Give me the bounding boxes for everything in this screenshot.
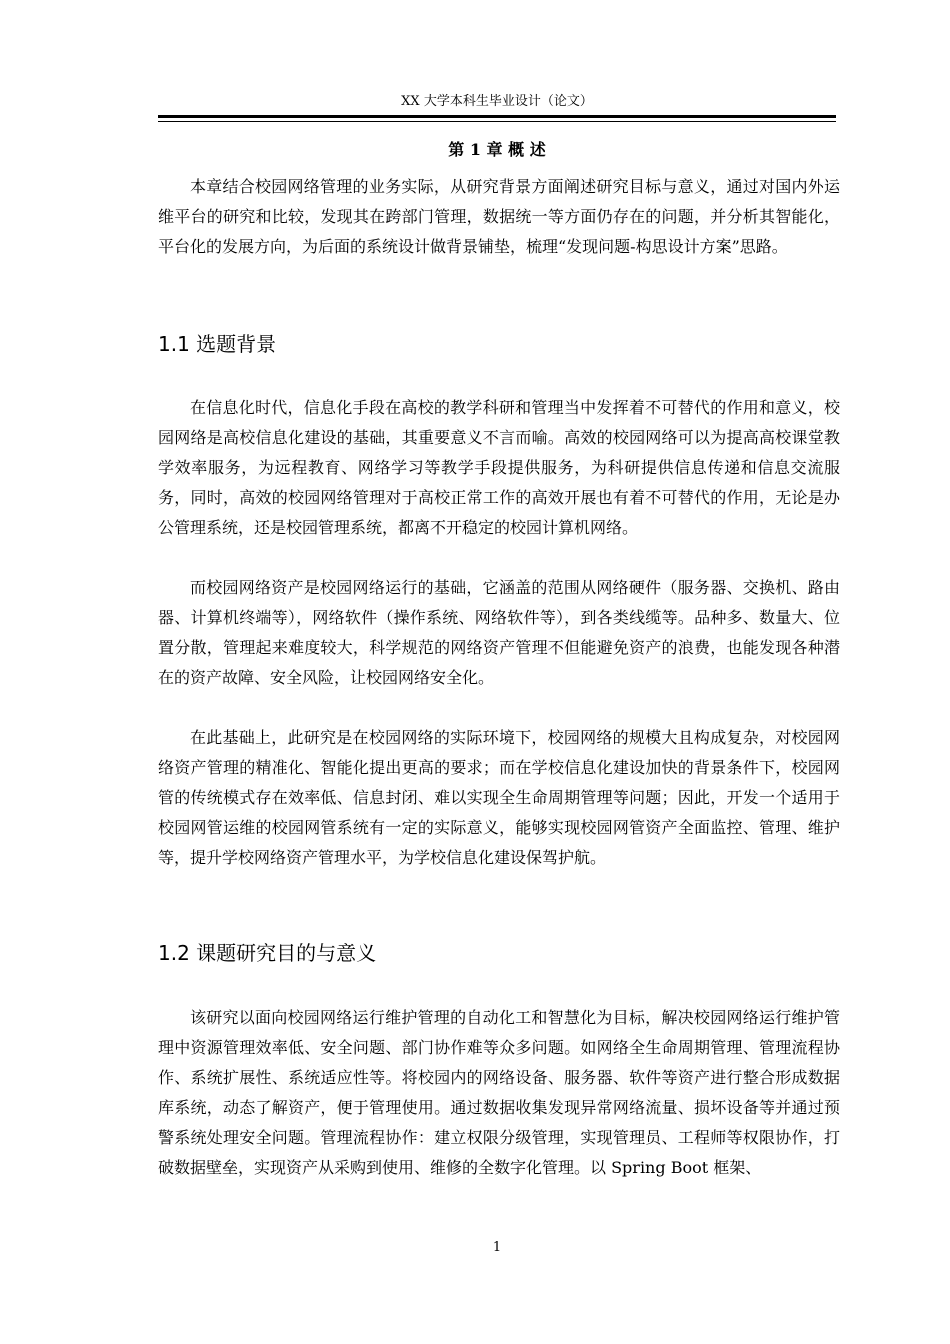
- chapter-title: 第 1 章 概 述: [448, 140, 546, 159]
- section-1-1-paragraph-2: 而校园网络资产是校园网络运行的基础，它涵盖的范围从网络硬件（服务器、交换机、路由器、计算机终端等），网络软件（操作系统、网络软件等），到各类线缆等。品种多、数量大、位置分散，管理起来难度较大，科学规范的网络资产管理不但能避免资产的浪费，也能发现各种潜在的资产故障、安全风险，让校园网络安全化。: [158, 578, 840, 687]
- page-header: XX 大学本科生毕业设计（论文）: [401, 94, 593, 109]
- section-heading-1-1: 1.1 选题背景: [158, 332, 277, 356]
- section-1-2-paragraph-1: 该研究以面向校园网络运行维护管理的自动化工和智慧化为目标，解决校园网络运行维护管理中资源管理效率低、安全问题、部门协作难等众多问题。如网络全生命周期管理、管理流程协作、系统扩展性、系统适应性等。将校园内的网络设备、服务器、软件等资产进行整合形成数据库系统，动态了解资产，便于管理使用。通过数据收集发现异常网络流量、损坏设备等并通过预警系统处理安全问题。管理流程协作：建立权限分级管理，实现管理员、工程师等权限协作，打破数据壁垒，实现资产从采购到使用、维修的全数字化管理。以 Spring Boot 框架、: [158, 1008, 840, 1177]
- section-1-1-paragraph-3: 在此基础上，此研究是在校园网络的实际环境下，校园网络的规模大且构成复杂，对校园网络资产管理的精准化、智能化提出更高的要求；而在学校信息化建设加快的背景条件下，校园网管的传统模式存在效率低、信息封闭、难以实现全生命周期管理等问题；因此，开发一个适用于校园网管运维的校园网管系统有一定的实际意义，能够实现校园网管资产全面监控、管理、维护等，提升学校网络资产管理水平，为学校信息化建设保驾护航。: [158, 728, 840, 867]
- section-1-1-paragraph-1: 在信息化时代，信息化手段在高校的教学科研和管理当中发挥着不可替代的作用和意义，校园网络是高校信息化建设的基础，其重要意义不言而喻。高效的校园网络可以为提高高校课堂教学效率服务，为远程教育、网络学习等教学手段提供服务，为科研提供信息传递和信息交流服务，同时，高效的校园网络管理对于高校正常工作的高效开展也有着不可替代的作用，无论是办公管理系统，还是校园管理系统，都离不开稳定的校园计算机网络。: [158, 398, 840, 537]
- page-number: 1: [492, 1240, 502, 1255]
- header-rule-thick: [158, 115, 836, 118]
- header-rule-thin: [158, 121, 836, 122]
- chapter-intro-paragraph: 本章结合校园网络管理的业务实际，从研究背景方面阐述研究目标与意义，通过对国内外运维平台的研究和比较，发现其在跨部门管理，数据统一等方面仍存在的问题，并分析其智能化，平台化的发展方向，为后面的系统设计做背景铺垫，梳理“发现问题-构思设计方案”思路。: [158, 177, 840, 256]
- section-heading-1-2: 1.2 课题研究目的与意义: [158, 941, 377, 965]
